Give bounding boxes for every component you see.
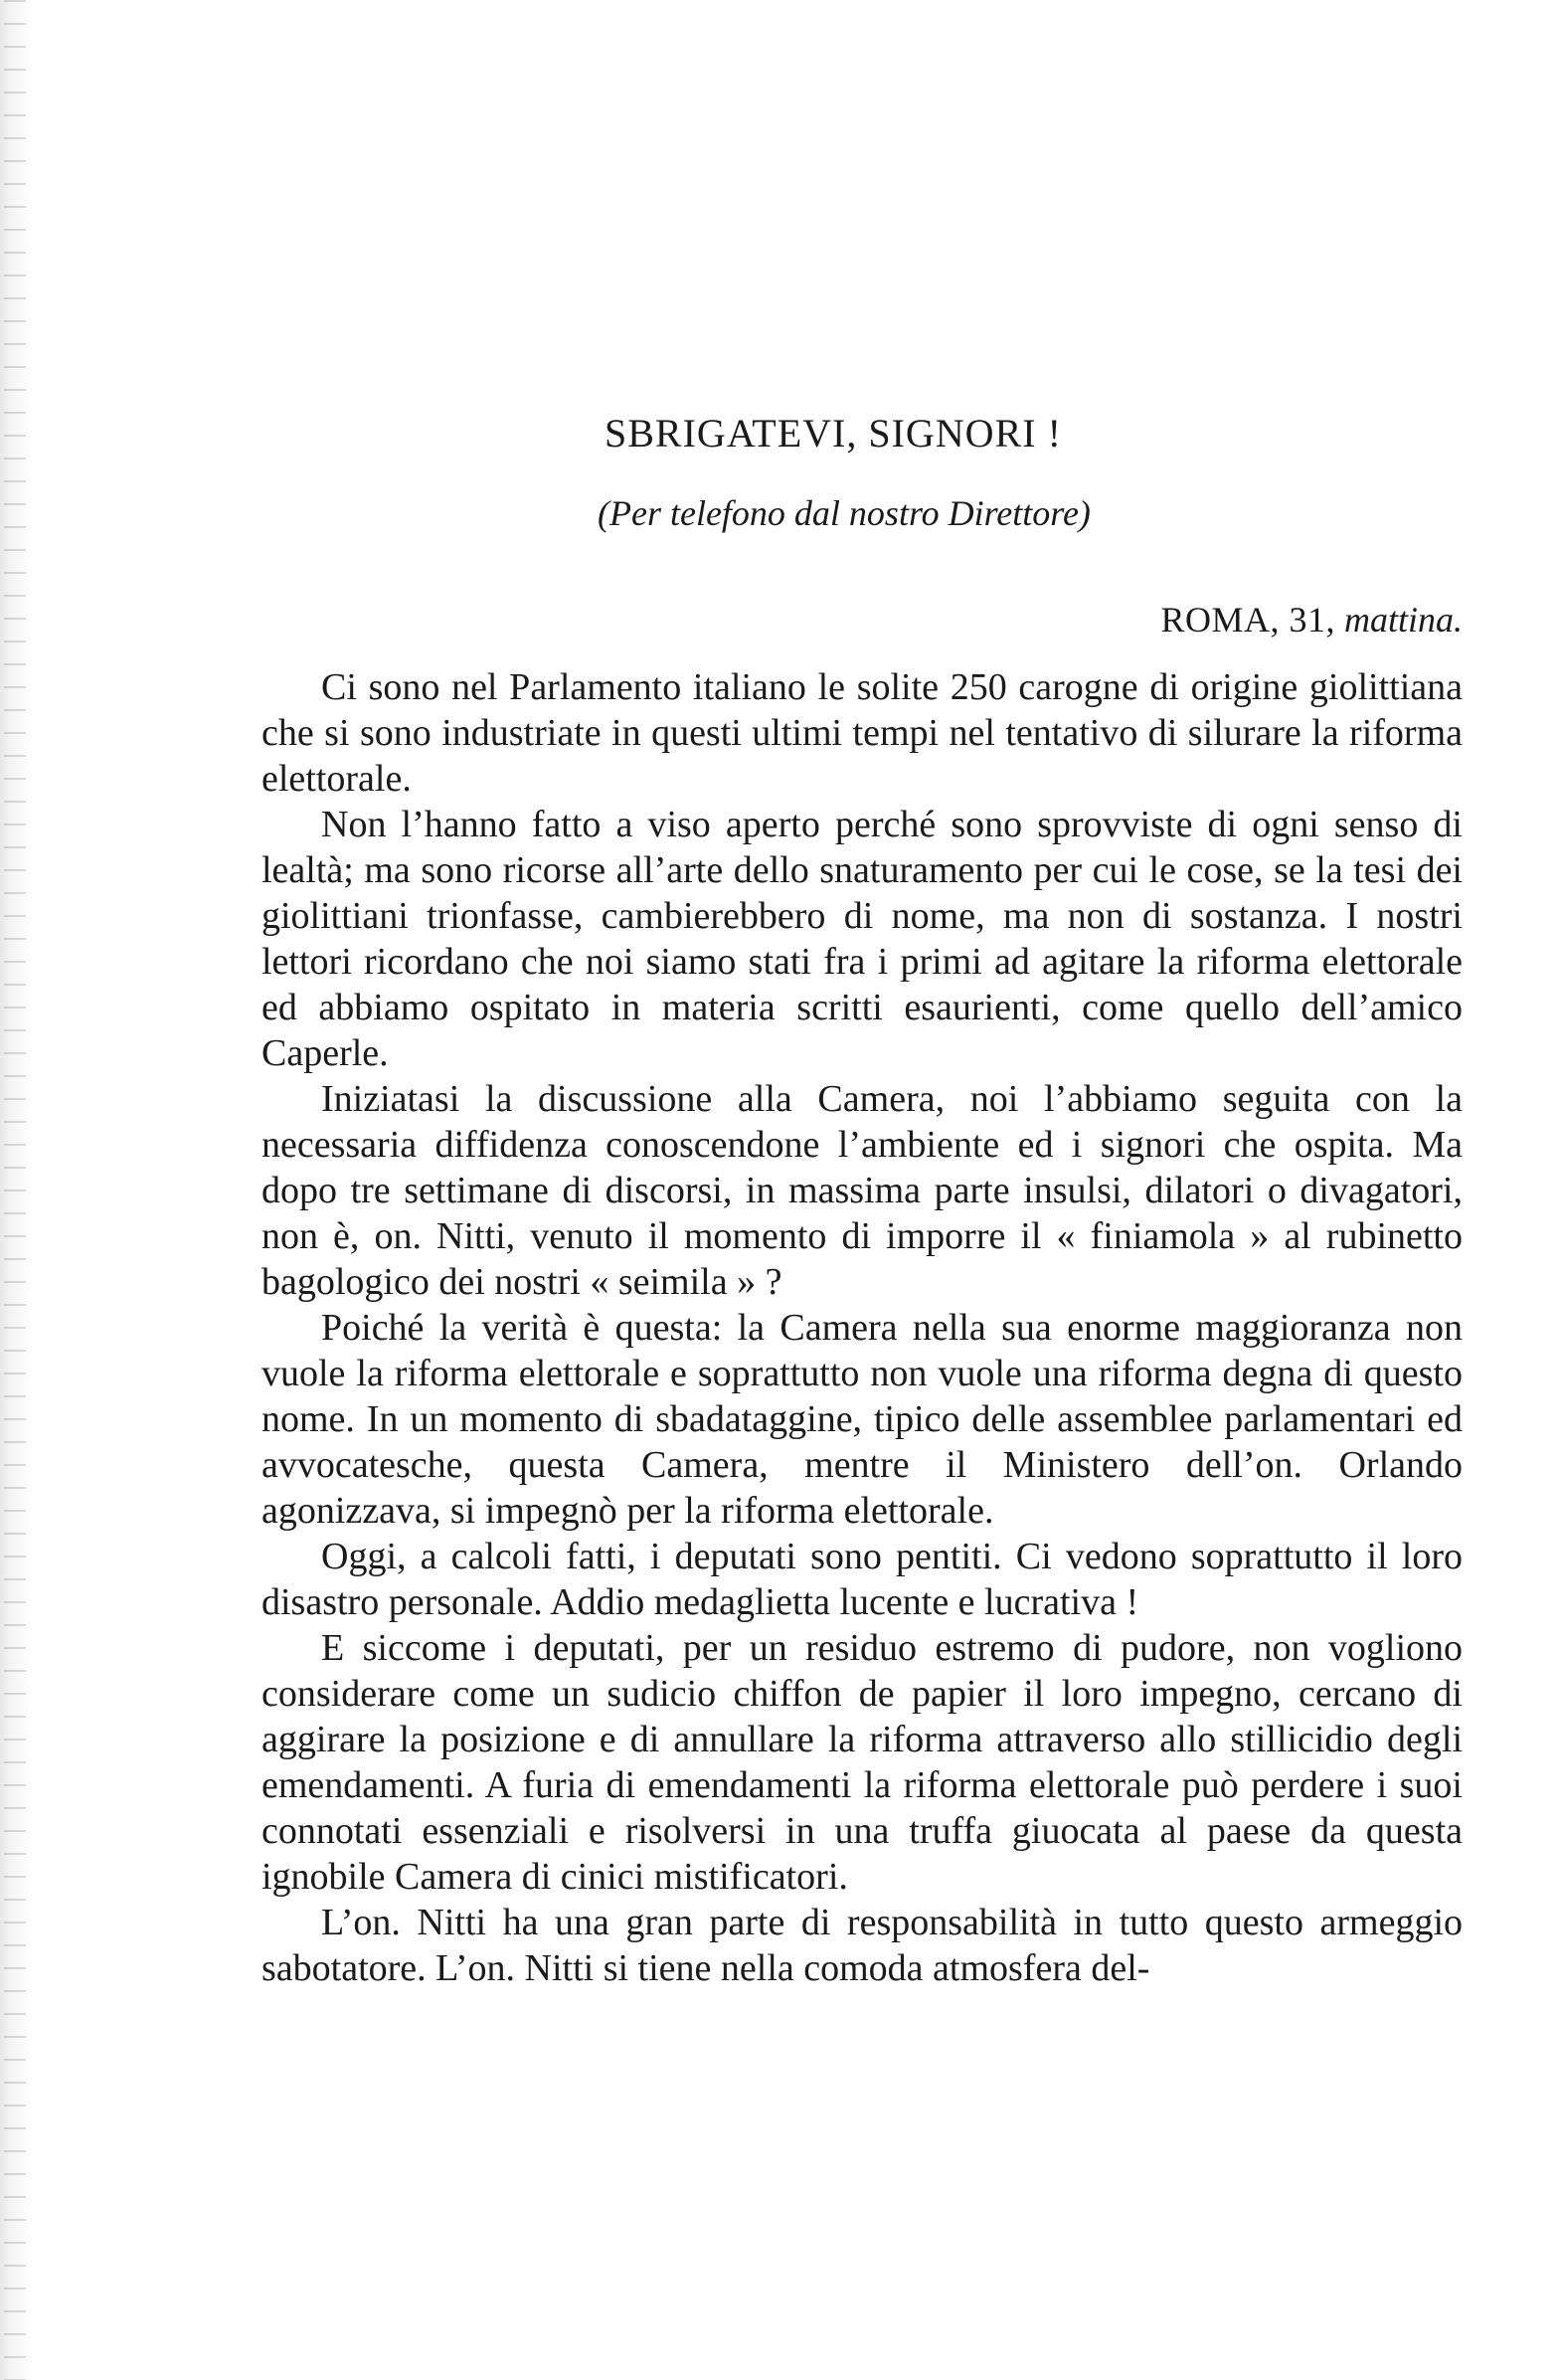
paragraph: Poiché la verità è questa: la Camera nella sua enorme maggioranza non vuole la riforma elettorale e soprattutto non vuole una riforma degna di questo nome. In un momento di sbadataggine, tipico delle assemblee parlamentari ed avvocatesche, questa Camera, mentre il Ministero dell’on. Orlando agonizzava, si impegnò per la riforma elettorale.	[261, 1307, 1463, 1532]
scan-margin-shadow	[0, 0, 34, 2380]
paragraph: E siccome i deputati, per un residuo estremo di pudore, non vogliono considerare come un sudicio chiffon de papier il loro impegno, cercano di aggirare la posizione e di annullare la riforma attraverso allo stillicidio degli emendamenti. A furia di emendamenti la riforma elettorale può perdere i suoi connotati essenziali e risolversi in una truffa giuocata al paese da questa ignobile Camera di cinici mistificatori.	[261, 1627, 1463, 1898]
dateline-place: ROMA, 31,	[1160, 600, 1335, 640]
dateline	[1160, 599, 1463, 641]
paragraph: Iniziatasi la discussione alla Camera, noi l’abbiamo seguita con la necessaria diffidenza conoscendone l’ambiente ed i signori che ospita. Ma dopo tre settimane di discorsi, in massima parte insulsi, dilatori o divagatori, non è, on. Nitti, venuto il momento di imporre il « finiamola » al rubinetto bagologico dei nostri « seimila » ?	[261, 1078, 1463, 1303]
article-body	[261, 664, 1463, 1991]
article-title: SBRIGATEVI, SIGNORI !	[605, 411, 1062, 456]
paragraph: L’on. Nitti ha una gran parte di responsabilità in tutto questo armeggio sabotatore. L’on. Nitti si tiene nella comoda atmosfera del-	[261, 1902, 1463, 1989]
dateline-time: mattina.	[1343, 600, 1463, 640]
scan-margin-speckle	[4, 0, 26, 2380]
paragraph: Ci sono nel Parlamento italiano le solite 250 carogne di origine giolittiana che si sono industriate in questi ultimi tempi nel tentativo di silurare la riforma elettorale.	[261, 666, 1463, 800]
article-subtitle: (Per telefono dal nostro Direttore)	[598, 493, 1091, 533]
paragraph: Non l’hanno fatto a viso aperto perché sono sprovviste di ogni senso di lealtà; ma sono ricorse all’arte dello snaturamento per cui le cose, se la tesi dei giolittiani trionfasse, cambierebbero di nome, ma non di sostanza. I nostri lettori ricordano che noi siamo stati fra i primi ad agitare la riforma elettorale ed abbiamo ospitato in materia scritti esaurienti, come quello dell’amico Caperle.	[261, 804, 1463, 1074]
paragraph: Oggi, a calcoli fatti, i deputati sono pentiti. Ci vedono soprattutto il loro disastro personale. Addio medaglietta lucente e lucrativa !	[261, 1536, 1463, 1623]
